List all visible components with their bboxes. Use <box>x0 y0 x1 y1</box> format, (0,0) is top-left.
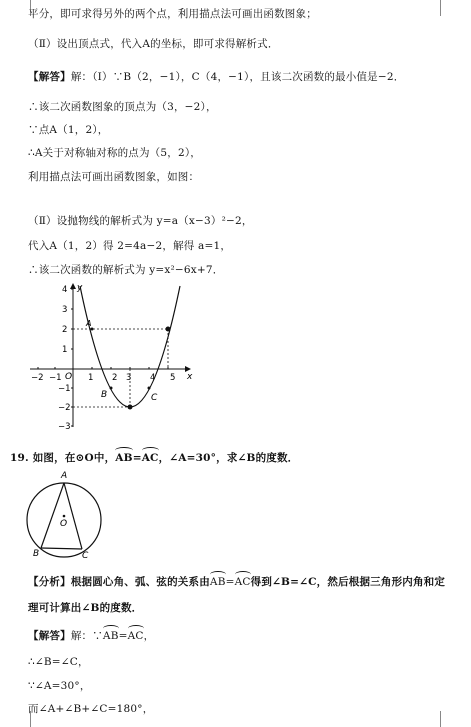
parabola-curve <box>80 286 180 407</box>
solution-line-3: ∵∠A=30°， <box>28 680 91 692</box>
x-axis-label: x <box>187 372 193 382</box>
x-tick-1: 1 <box>88 373 94 383</box>
text-line-2: （Ⅱ）设出顶点式，代入A的坐标，即可求得解析式． <box>28 38 279 50</box>
y-tick-4: 4 <box>62 285 68 295</box>
x-tick-neg1: −1 <box>49 373 62 383</box>
y-axis-label: y <box>77 283 83 293</box>
y-tick-3: 3 <box>62 305 68 315</box>
y-tick-neg1: −1 <box>58 384 71 394</box>
text-line-1: 平分，即可求得另外的两个点，利用描点法可画出函数图象； <box>28 8 317 20</box>
solution-line-2: ∴∠B=∠C， <box>28 656 89 668</box>
analysis-line-2: 理可计算出∠B的度数． <box>28 602 143 614</box>
chord-ab <box>41 483 64 548</box>
point-a-label: A <box>86 319 92 328</box>
solution-line-1: 【解答】解：∵AB=AC， <box>28 627 154 643</box>
crop-mark-top-right <box>440 0 457 16</box>
y-tick-neg3: −3 <box>58 422 71 432</box>
text-line-10: ∴该二次函数的解析式为 y=x²−6x+7． <box>28 264 224 276</box>
label-o: O <box>60 519 68 529</box>
text-line-3 <box>28 69 404 84</box>
vertex-point <box>128 405 133 410</box>
x-tick-3: 3 <box>126 373 132 383</box>
text-line-6: ∴A关于对称轴对称的点为（5，2）， <box>28 147 201 159</box>
chord-ac <box>64 483 82 549</box>
origin-label: O <box>65 372 73 382</box>
x-tick-5: 5 <box>170 373 176 383</box>
crop-mark-bottom-right <box>440 711 457 727</box>
center-point <box>63 515 66 518</box>
point-c-label: C <box>151 393 158 403</box>
circle-figure <box>20 468 110 560</box>
text-line-7: 利用描点法可画出函数图象，如图： <box>28 171 200 183</box>
point-c <box>148 387 151 390</box>
point-d <box>166 327 171 332</box>
text-line-8: （Ⅱ）设抛物线的解析式为 y=a（x−3）²−2， <box>28 215 253 227</box>
answer-tag: 【解答】 <box>28 71 71 83</box>
y-tick-2: 2 <box>62 325 68 335</box>
label-a: A <box>61 471 68 481</box>
y-tick-neg2: −2 <box>58 403 71 413</box>
x-tick-neg2: −2 <box>31 373 44 383</box>
question-19: 19. 如图，在⊙O中，AB=AC，∠A=30°，求∠B的度数． <box>10 449 298 465</box>
solution-tag: 【解答】 <box>28 630 71 642</box>
question-number: 19. <box>10 452 29 464</box>
point-b-label: B <box>101 390 108 400</box>
y-tick-1: 1 <box>62 345 68 355</box>
arc-ab: AB <box>115 449 132 464</box>
text-line-5: ∵点A（1，2）， <box>28 124 109 136</box>
x-tick-2: 2 <box>112 373 118 383</box>
parabola-graph <box>22 282 222 432</box>
text-line-4: ∴该二次函数图象的顶点为（3，−2）， <box>28 101 217 113</box>
answer-text: 解：（Ⅰ）∵B（2，−1），C（4，−1），且该二次函数的最小值是−2． <box>70 71 405 83</box>
chord-bc <box>41 548 82 549</box>
analysis-line-1: 【分析】根据圆心角、弧、弦的关系由AB=AC得到∠B=∠C，然后根据三角形内角和定 <box>28 573 445 589</box>
label-c: C <box>82 551 89 560</box>
arc-ac: AC <box>142 449 159 464</box>
solution-line-4: 而∠A+∠B+∠C=180°， <box>28 703 154 715</box>
x-tick-4: 4 <box>150 373 156 383</box>
point-b <box>110 387 113 390</box>
label-b: B <box>33 549 40 559</box>
analysis-tag: 【分析】 <box>28 576 71 588</box>
text-line-9: 代入A（1，2）得 2=4a−2，解得 a=1， <box>28 240 232 252</box>
